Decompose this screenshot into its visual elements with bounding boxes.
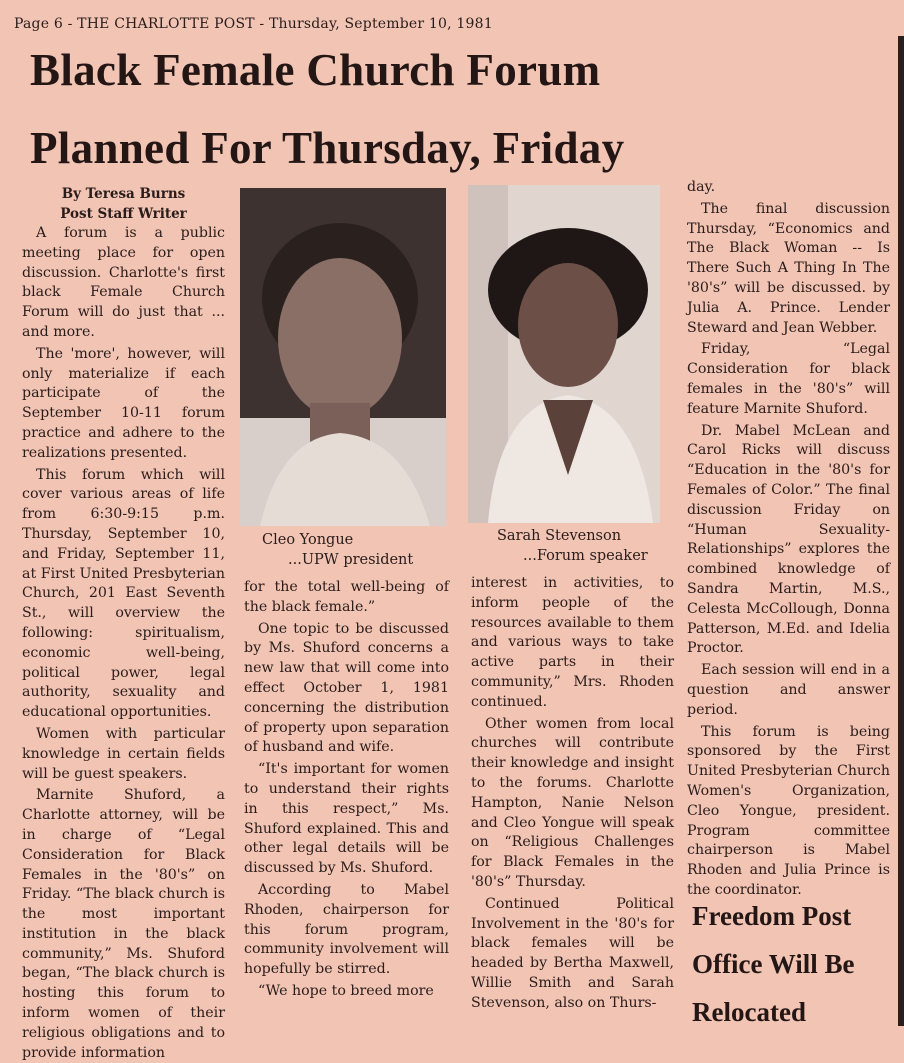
article-paragraph: One topic to be discussed by Ms. Shuford concerns a new law that will come into effect October 1, 1981 concerning the distribution of property upon separation of husband and wife. bbox=[244, 620, 449, 756]
article-paragraph: A forum is a public meeting place for open discussion. Charlotte's first black Female Church Forum will do just that ... and more. bbox=[22, 225, 225, 340]
headline-line-2: Planned For Thursday, Friday bbox=[30, 123, 625, 173]
sidebar-headline-line-1: Freedom Post bbox=[692, 901, 852, 931]
article-paragraph: day. bbox=[687, 179, 716, 195]
article-paragraph: This forum is being sponsored by the First United Presbyterian Church Women's Organization, Cleo Yongue, president. Program committee chairperson is Mabel Rhoden and Julia Prince is the coordinator. bbox=[687, 723, 890, 898]
article-paragraph: The 'more', however, will only materialize if each participate of the September 10-11 forum practice and adhere to the realizations presented. bbox=[22, 345, 225, 461]
article-column-3 bbox=[471, 574, 674, 1014]
photo-caption-2 bbox=[497, 526, 648, 566]
article-paragraph: Women with particular knowledge in certain fields will be guest speakers. bbox=[22, 725, 225, 782]
article-column-4 bbox=[687, 178, 890, 901]
article-paragraph: interest in activities, to inform people of the resources available to them and various ways to take active parts in their community,” Mrs. Rhoden continued. bbox=[471, 575, 674, 710]
page-folio: Page 6 - THE CHARLOTTE POST - Thursday, September 10, 1981 bbox=[14, 16, 493, 32]
article-paragraph: “We hope to breed more bbox=[258, 982, 434, 999]
article-paragraph: Friday, “Legal Consideration for black females in the '80's” will feature Marnite Shuford. bbox=[687, 341, 890, 417]
article-paragraph: Marnite Shuford, a Charlotte attorney, will be in charge of “Legal Consideration for Black Females in the '80's” on Friday. “The black church is the most important institution in the black community,” Ms. Shuford began, “The black church is hosting this forum to inform women of their religious obligations and to provide information bbox=[22, 787, 225, 1061]
caption-name: Sarah Stevenson bbox=[497, 528, 622, 544]
headline-line-1: Black Female Church Forum bbox=[30, 45, 601, 95]
article-column-1 bbox=[22, 184, 225, 1063]
article-paragraph: According to Mabel Rhoden, chairperson for this forum program, community involvement will hopefully be stirred. bbox=[244, 881, 449, 978]
byline bbox=[22, 184, 225, 224]
byline-author: By Teresa Burns bbox=[61, 186, 186, 202]
sidebar-headline-line-3: Relocated bbox=[692, 997, 806, 1027]
caption-title: ...Forum speaker bbox=[523, 548, 648, 564]
column-rule bbox=[898, 36, 904, 1026]
article-paragraph: Dr. Mabel McLean and Carol Ricks will discuss “Education in the '80's for Females of Color.” The final discussion Friday on “Human Sexuality-Relationships” explores the combined knowledge of Sandra Martin, M.S., Celesta McCollough, Donna Patterson, M.Ed. and Idelia Proctor. bbox=[687, 422, 890, 657]
byline-role: Post Staff Writer bbox=[60, 206, 187, 222]
article-paragraph: This forum which will cover various areas of life from 6:30-9:15 p.m. Thursday, September 10, and Friday, September 11, at First United Presbyterian Church, 201 East Seventh St., will overview the following: spiritualism, economic well-being, political power, legal authority, sexuality and educational opportunities. bbox=[22, 466, 225, 721]
article-paragraph: The final discussion Thursday, “Economics and The Black Woman -- Is There Such A Thing In The '80's” will be discussed. by Julia A. Prince. Lender Steward and Jean Webber. bbox=[687, 200, 890, 336]
article-paragraph: for the total well-being of the black female.” bbox=[244, 579, 449, 615]
sidebar-headline-line-2: Office Will Be bbox=[692, 949, 855, 979]
article-paragraph: Each session will end in a question and answer period. bbox=[687, 662, 890, 718]
sidebar-headline bbox=[692, 892, 854, 1036]
article-paragraph: Other women from local churches will contribute their knowledge and insight to the forums. Charlotte Hampton, Nanie Nelson and Cleo Yongue will speak on “Religious Challenges for Black Females in the '80's” Thursday. bbox=[471, 715, 674, 890]
photo-sarah-stevenson bbox=[468, 185, 660, 523]
photo-cleo-yongue bbox=[240, 188, 446, 526]
photo-caption-1 bbox=[262, 530, 413, 570]
article-paragraph: Continued Political Involvement in the '80's for black females will be headed by Bertha Maxwell, Willie Smith and Sarah Stevenson, also on Thurs- bbox=[471, 895, 674, 1011]
article-paragraph: “It's important for women to understand their rights in this respect,” Ms. Shuford explained. This and other legal details will be discussed by Ms. Shuford. bbox=[244, 761, 449, 877]
caption-name: Cleo Yongue bbox=[262, 532, 354, 548]
article-column-2 bbox=[244, 578, 449, 1002]
caption-title: ...UPW president bbox=[288, 552, 414, 568]
